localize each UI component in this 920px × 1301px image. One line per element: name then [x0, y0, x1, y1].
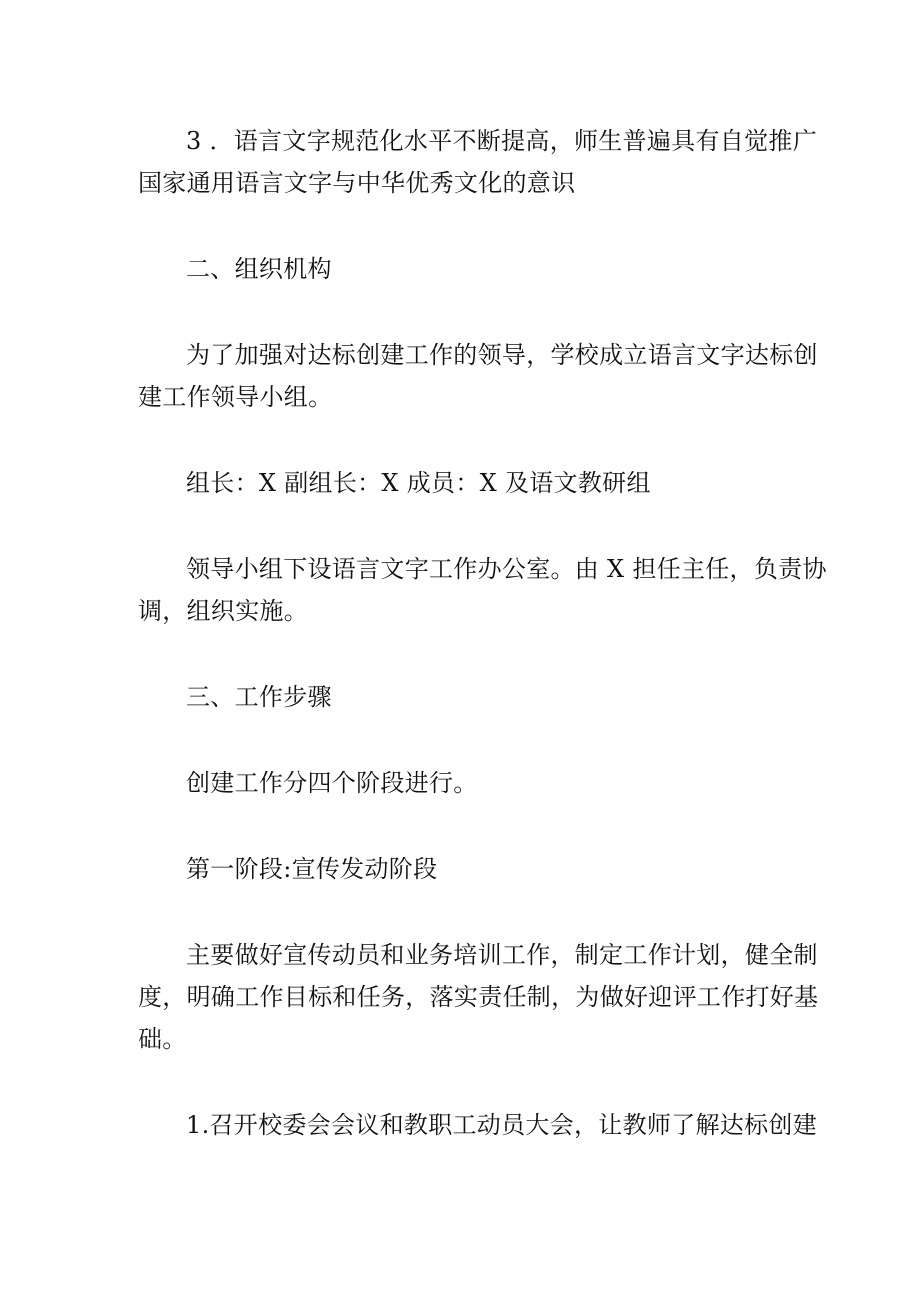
text-line: 1.召开校委会会议和教职工动员大会，让教师了解达标创建 [186, 1111, 817, 1139]
text-line: 调，组织实施。 [138, 597, 309, 625]
paragraph-office [138, 548, 827, 632]
heading-organization [138, 248, 788, 290]
text-line: 主要做好宣传动员和业务培训工作，制定工作计划，健全制 [186, 941, 818, 969]
paragraph-stage-one-tasks [138, 934, 819, 1060]
text-line: 组长：X 副组长：X 成员：X 及语文教研组 [186, 469, 651, 497]
text-line: 建工作领导小组。 [138, 383, 333, 411]
text-line: 三、工作步骤 [186, 683, 332, 711]
paragraph-leading-group [138, 334, 818, 418]
text-line: 创建工作分四个阶段进行。 [186, 769, 478, 797]
paragraph-four-stages [138, 762, 788, 804]
text-line: 3 ．语言文字规范化水平不断提高，师生普遍具有自觉推广 [186, 127, 817, 155]
text-line: 础。 [138, 1025, 187, 1053]
text-line: 为了加强对达标创建工作的领导，学校成立语言文字达标创 [186, 341, 818, 369]
paragraph-item-one [138, 1104, 817, 1146]
paragraph-group-members [138, 462, 788, 504]
paragraph-language-standard-goal [138, 120, 817, 204]
text-line: 第一阶段:宣传发动阶段 [186, 855, 438, 883]
text-line: 国家通用语言文字与中华优秀文化的意识 [138, 169, 576, 197]
heading-stage-one [138, 848, 788, 890]
text-line: 二、组织机构 [186, 255, 332, 283]
heading-work-steps [138, 676, 788, 718]
text-line: 领导小组下设语言文字工作办公室。由 X 担任主任，负责协 [186, 555, 827, 583]
text-line: 度，明确工作目标和任务，落实责任制，为做好迎评工作打好基 [138, 983, 819, 1011]
